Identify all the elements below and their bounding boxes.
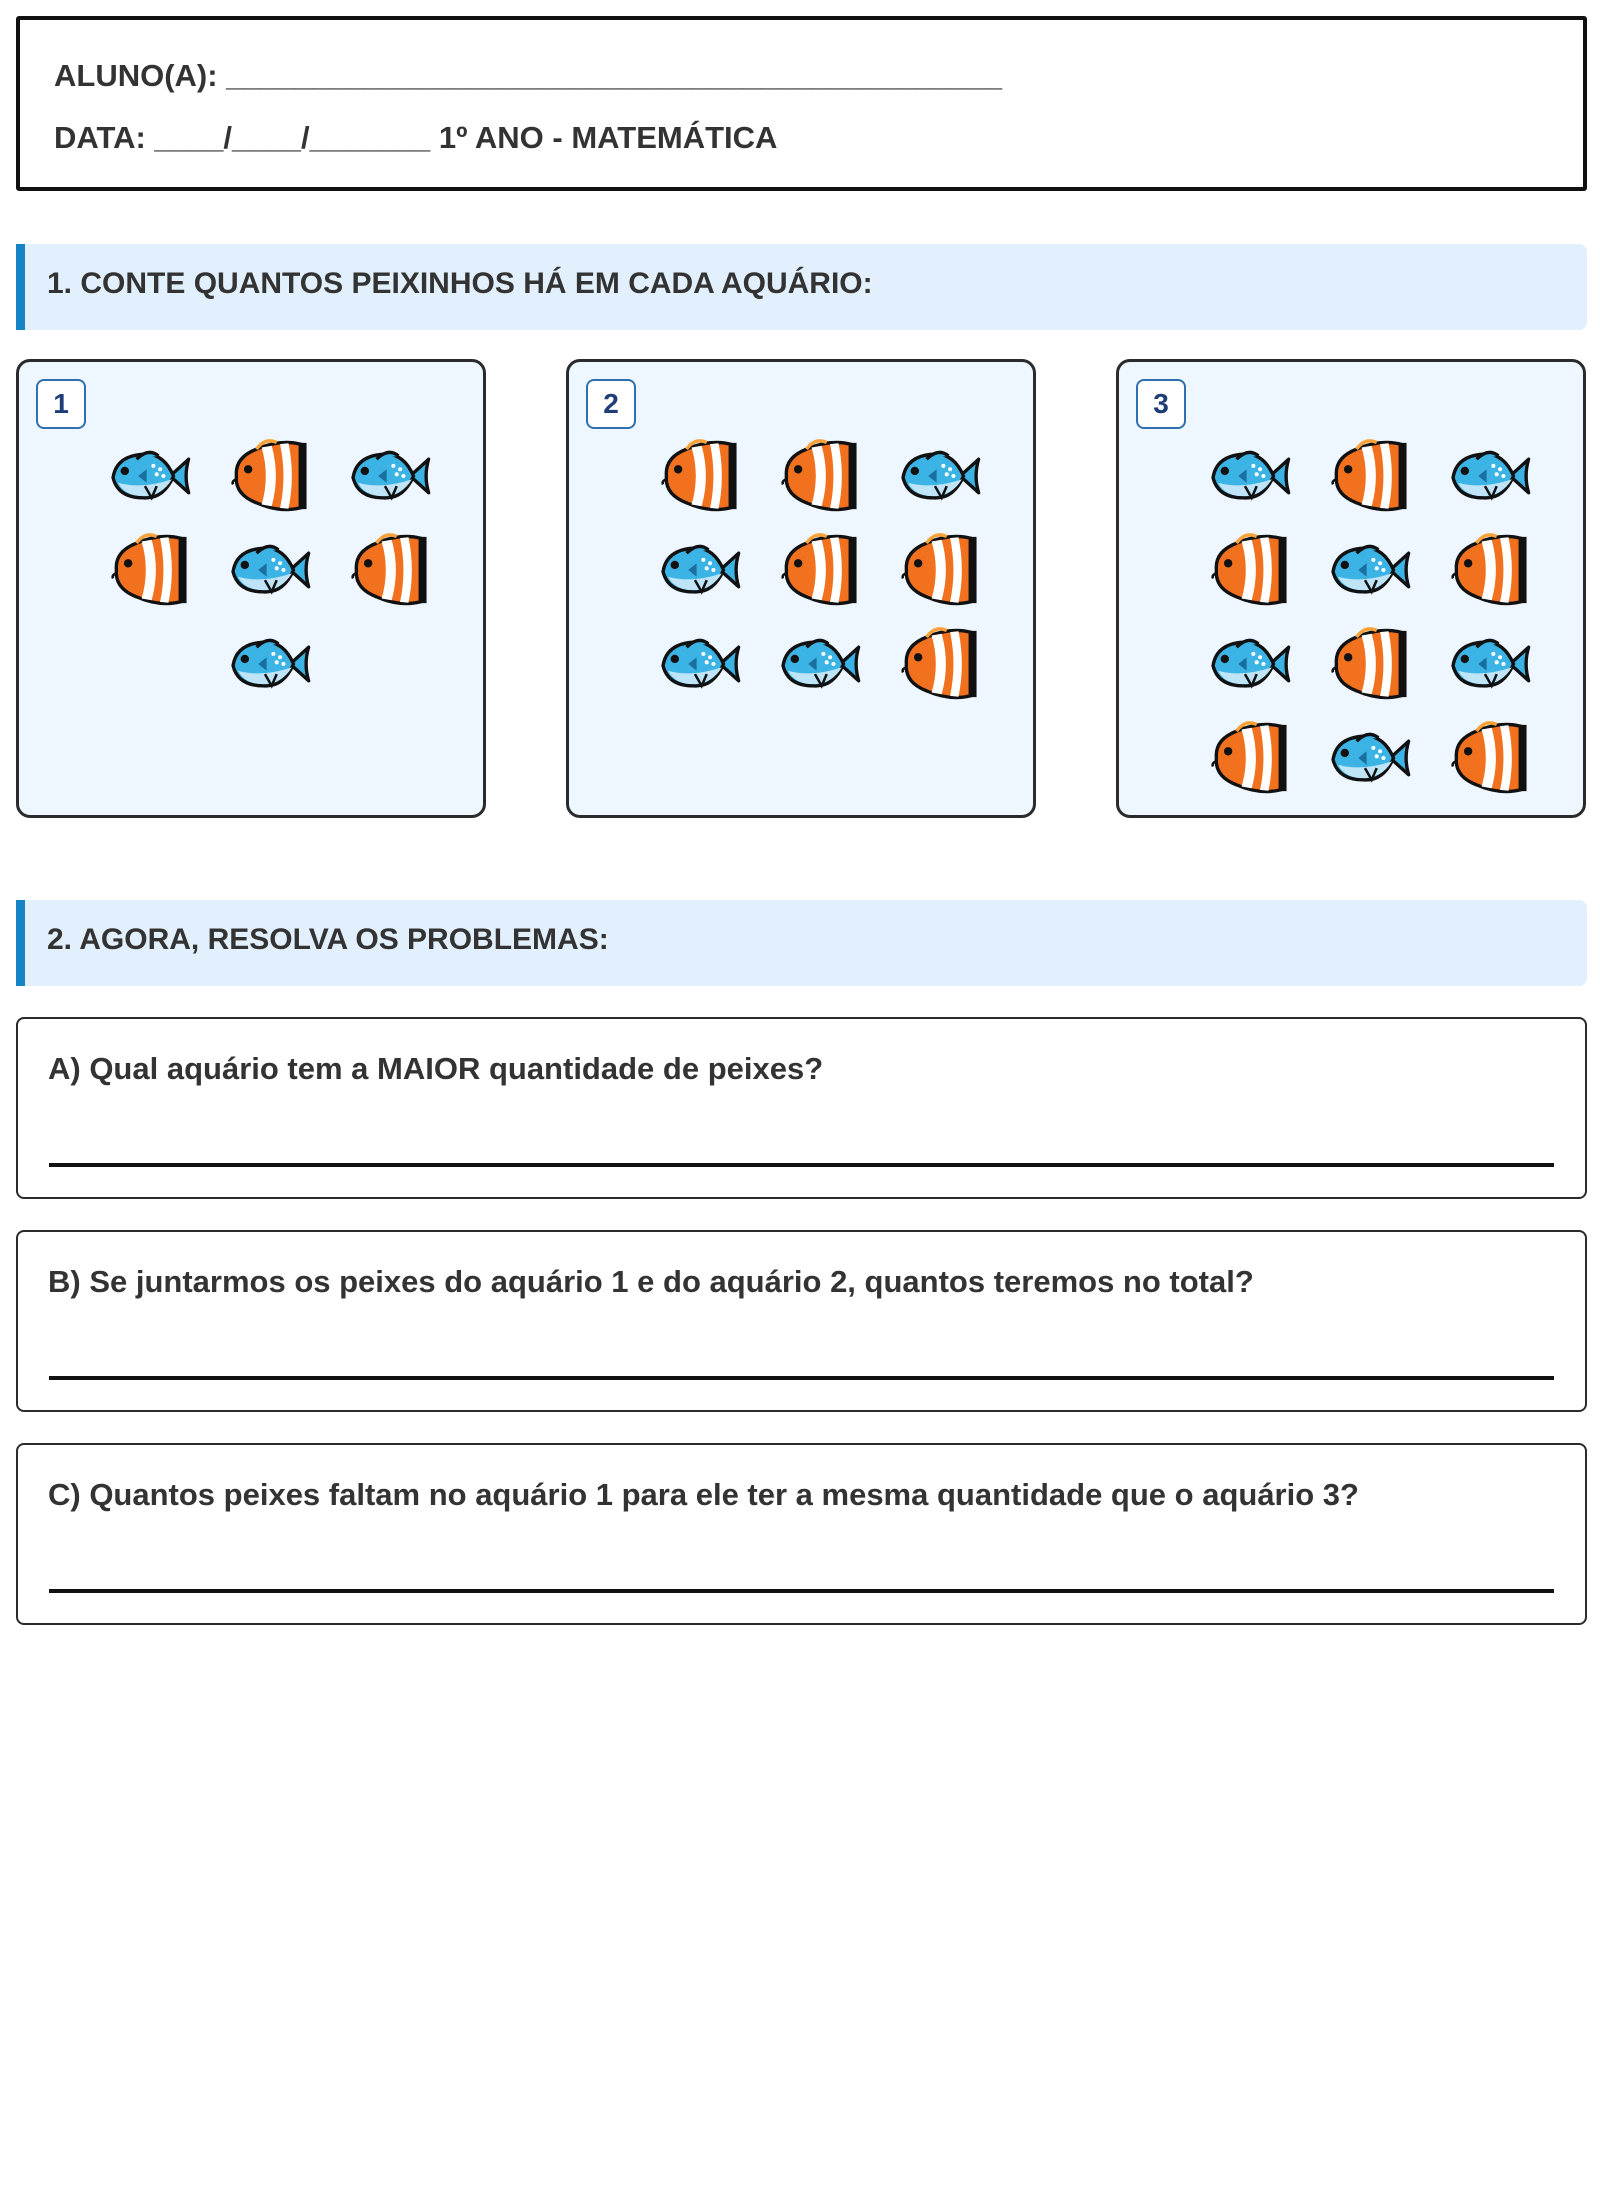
question-c-text: C) Quantos peixes faltam no aquário 1 para ele ter a mesma quantidade que o aquário 3? — [48, 1477, 1359, 1512]
blue-fish-icon — [1190, 617, 1310, 711]
orange-fish-icon — [210, 429, 330, 523]
date-grade-line[interactable]: DATA: ____/____/_______ 1º ANO - MATEMÁTICA — [54, 120, 778, 155]
blue-fish-icon — [880, 429, 1000, 523]
question-c-answer-line[interactable] — [49, 1589, 1554, 1593]
blue-fish-icon — [760, 617, 880, 711]
aquarium-2-fish-grid — [640, 429, 1000, 711]
aquarium-1 — [16, 359, 486, 818]
orange-fish-icon — [90, 523, 210, 617]
aquarium-3 — [1116, 359, 1586, 818]
question-b-text: B) Se juntarmos os peixes do aquário 1 e do aquário 2, quantos teremos no total? — [48, 1264, 1254, 1299]
question-a-text: A) Qual aquário tem a MAIOR quantidade de peixes? — [48, 1051, 824, 1086]
empty-cell — [90, 617, 210, 711]
orange-fish-icon — [640, 429, 760, 523]
orange-fish-icon — [760, 523, 880, 617]
section-2-title: 2. AGORA, RESOLVA OS PROBLEMAS: — [47, 923, 609, 956]
blue-fish-icon — [210, 617, 330, 711]
aquarium-3-fish-grid — [1190, 429, 1550, 805]
aquarium-1-number: 1 — [36, 379, 86, 429]
orange-fish-icon — [1310, 617, 1430, 711]
blue-fish-icon — [90, 429, 210, 523]
orange-fish-icon — [1190, 523, 1310, 617]
orange-fish-icon — [330, 523, 450, 617]
blue-fish-icon — [330, 429, 450, 523]
blue-fish-icon — [640, 523, 760, 617]
section-1-title: 1. CONTE QUANTOS PEIXINHOS HÁ EM CADA AQUÁRIO: — [47, 267, 873, 300]
student-info-box — [16, 16, 1587, 191]
blue-fish-icon — [1430, 617, 1550, 711]
blue-fish-icon — [1310, 711, 1430, 805]
question-c-box — [16, 1443, 1587, 1625]
orange-fish-icon — [1190, 711, 1310, 805]
aquarium-2 — [566, 359, 1036, 818]
blue-fish-icon — [210, 523, 330, 617]
orange-fish-icon — [1430, 523, 1550, 617]
section-2-header — [16, 900, 1587, 986]
orange-fish-icon — [880, 617, 1000, 711]
aquarium-1-fish-grid — [90, 429, 450, 711]
orange-fish-icon — [760, 429, 880, 523]
blue-fish-icon — [640, 617, 760, 711]
section-1-header — [16, 244, 1587, 330]
question-a-answer-line[interactable] — [49, 1163, 1554, 1167]
orange-fish-icon — [880, 523, 1000, 617]
aquarium-2-number: 2 — [586, 379, 636, 429]
orange-fish-icon — [1430, 711, 1550, 805]
aquarium-3-number: 3 — [1136, 379, 1186, 429]
blue-fish-icon — [1190, 429, 1310, 523]
blue-fish-icon — [1430, 429, 1550, 523]
student-name-line[interactable]: ALUNO(A): _____________________________________________ — [54, 58, 1003, 93]
question-a-box — [16, 1017, 1587, 1199]
orange-fish-icon — [1310, 429, 1430, 523]
question-b-box — [16, 1230, 1587, 1412]
blue-fish-icon — [1310, 523, 1430, 617]
question-b-answer-line[interactable] — [49, 1376, 1554, 1380]
